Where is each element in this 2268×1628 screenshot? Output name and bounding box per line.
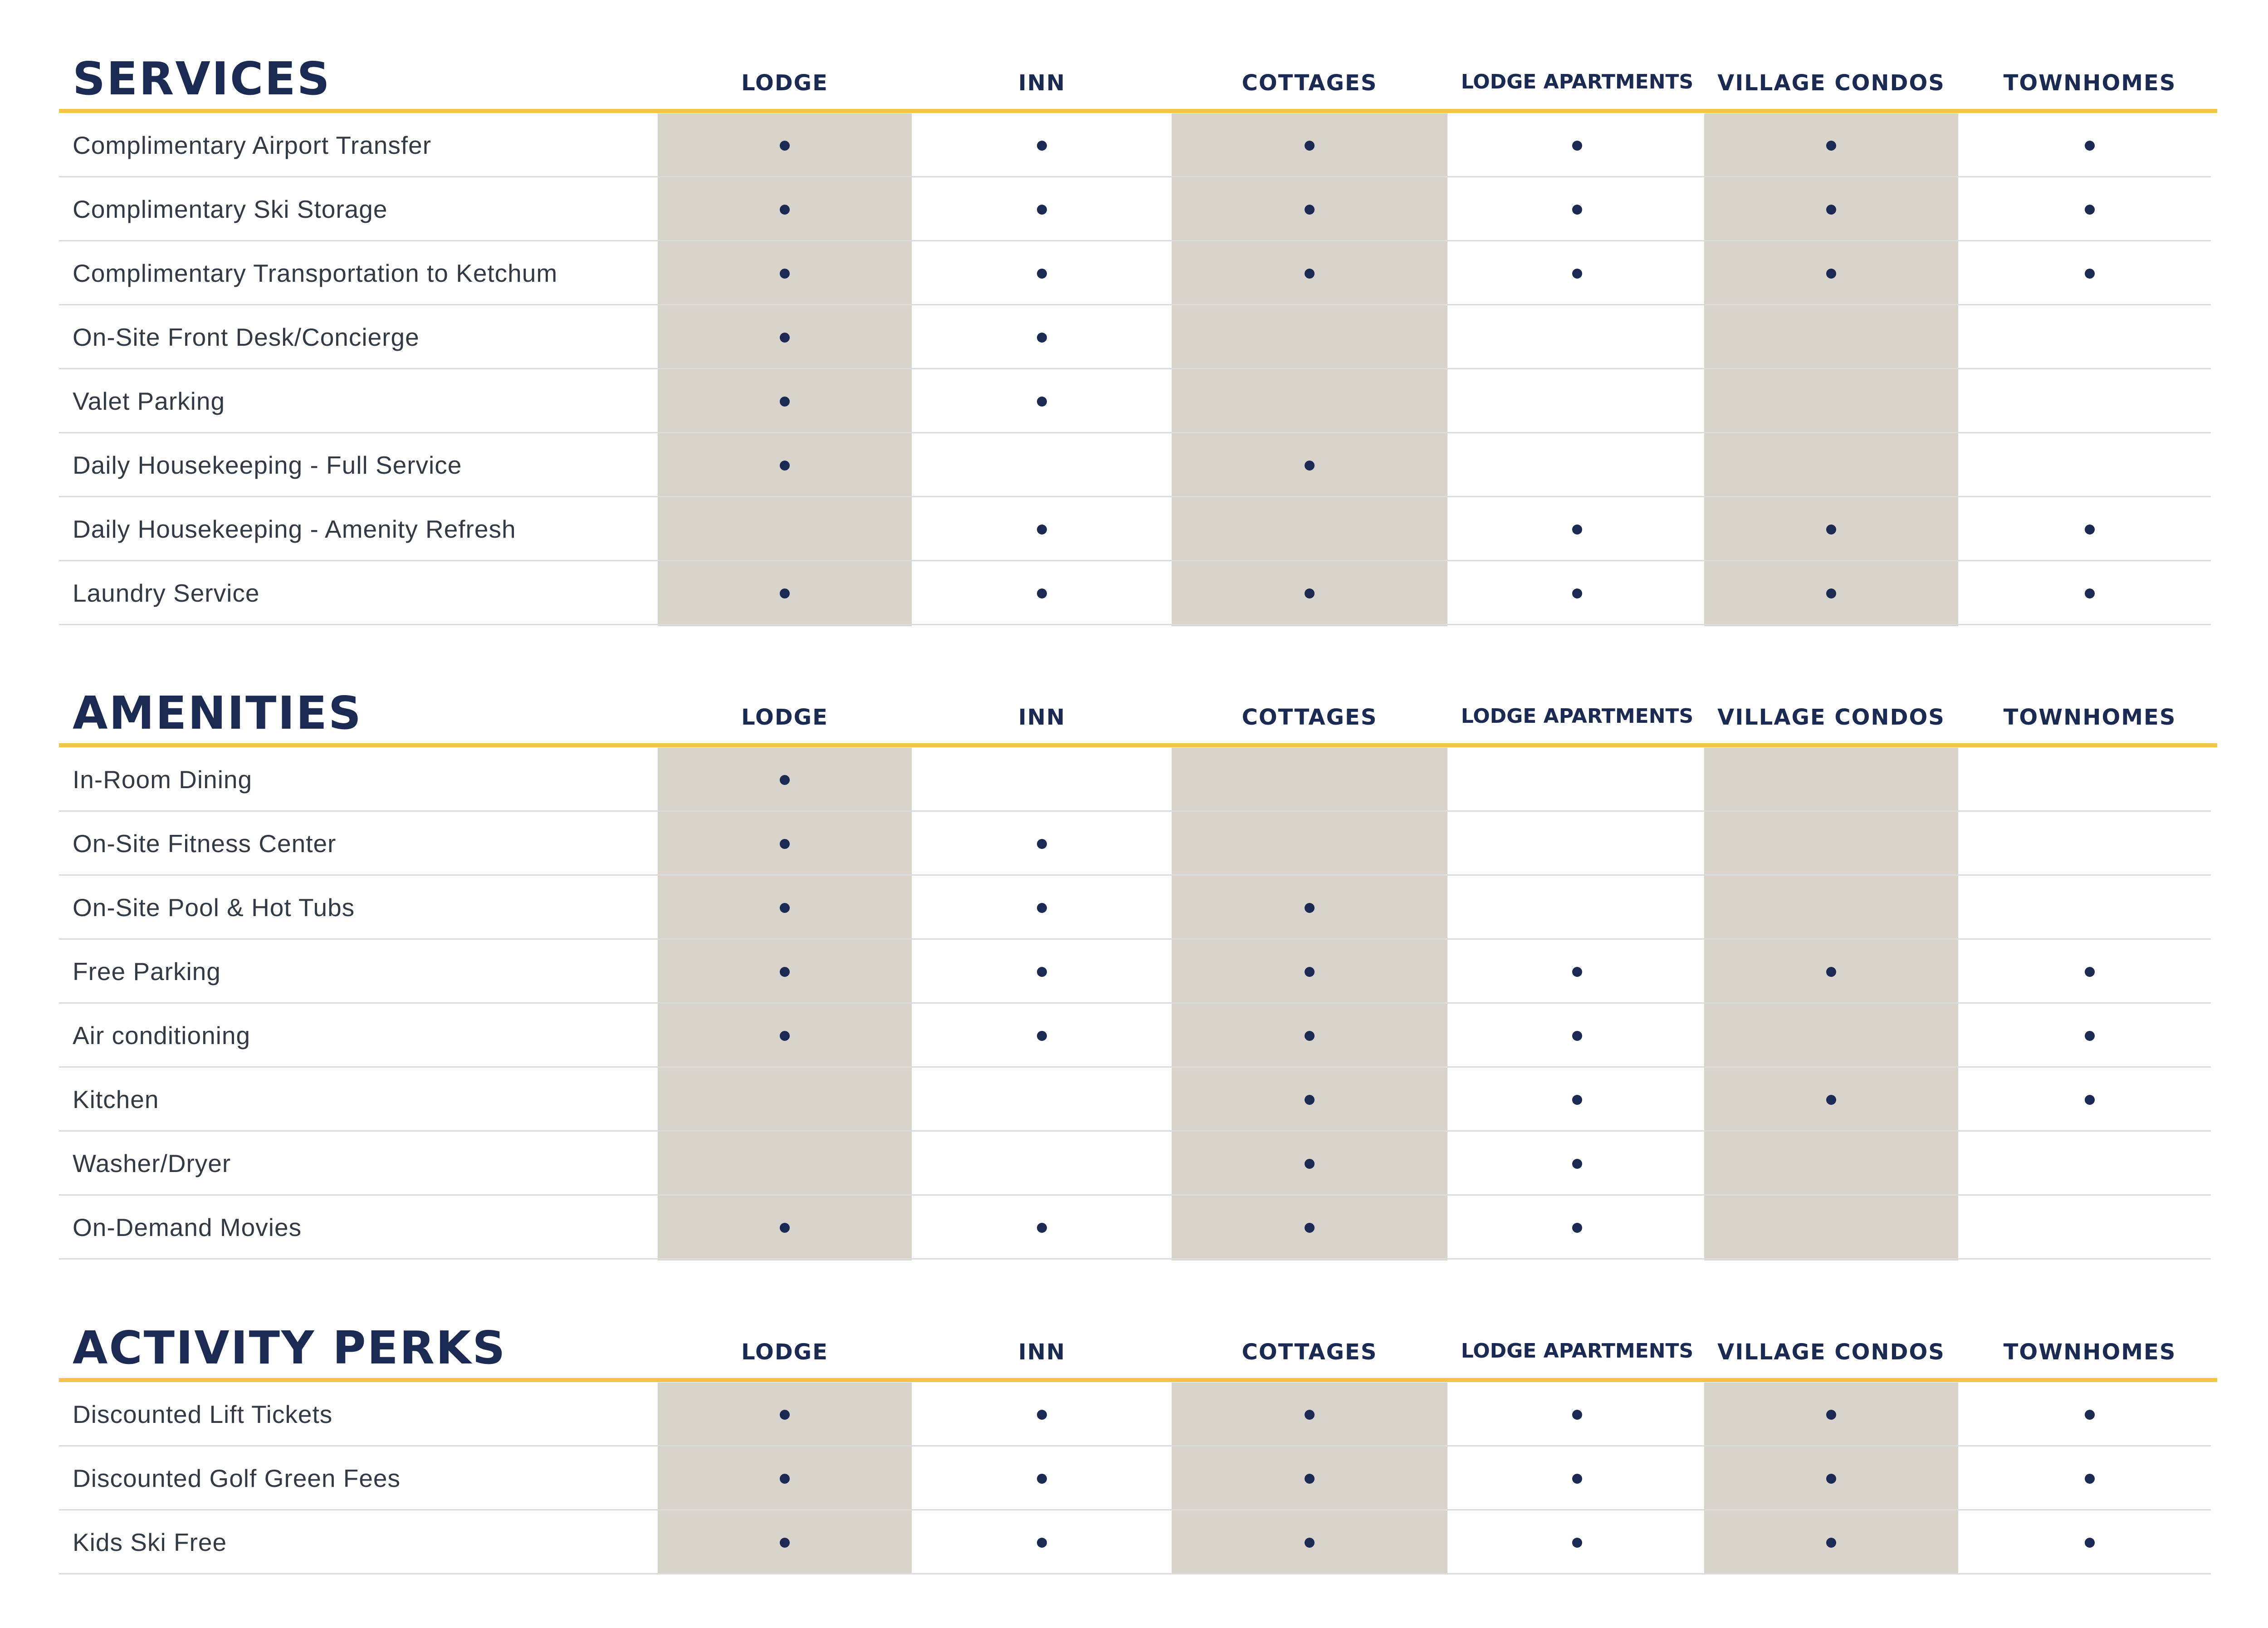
col-head-lodge: LODGE [741, 1339, 828, 1365]
availability-dot [2085, 588, 2095, 598]
row-label: Valet Parking [73, 387, 225, 415]
availability-dot [2085, 1095, 2095, 1105]
table-row [59, 1132, 2211, 1196]
availability-dot [780, 397, 790, 407]
col-head-lodge-apartments: LODGE APARTMENTS [1461, 705, 1694, 728]
col-head-townhomes: TOWNHOMES [2003, 70, 2176, 96]
col-head-cottages: COTTAGES [1242, 705, 1378, 730]
header-rule [59, 743, 2217, 747]
availability-dot [1305, 903, 1315, 913]
availability-dot [1572, 1223, 1582, 1233]
availability-dot [1826, 1410, 1836, 1420]
col-head-inn: INN [1018, 1339, 1066, 1365]
row-label: On-Site Fitness Center [73, 829, 337, 858]
row-divider [59, 624, 2211, 625]
table-row [59, 433, 2211, 497]
availability-dot [780, 1538, 790, 1548]
availability-dot [1037, 1474, 1047, 1484]
availability-dot [2085, 205, 2095, 215]
section-title: AMENITIES [73, 687, 362, 740]
col-head-village-condos: VILLAGE CONDOS [1717, 1339, 1945, 1365]
row-label: Complimentary Ski Storage [73, 195, 388, 223]
availability-dot [1037, 141, 1047, 151]
row-label: Discounted Golf Green Fees [73, 1464, 401, 1492]
availability-dot [2085, 1538, 2095, 1548]
availability-dot [1305, 141, 1315, 151]
availability-dot [1037, 397, 1047, 407]
col-head-townhomes: TOWNHOMES [2003, 1339, 2176, 1365]
availability-dot [1572, 1410, 1582, 1420]
availability-dot [1305, 1159, 1315, 1169]
row-label: Daily Housekeeping - Amenity Refresh [73, 515, 516, 543]
col-head-inn: INN [1018, 705, 1066, 730]
availability-dot [780, 1223, 790, 1233]
availability-dot [780, 1031, 790, 1041]
availability-dot [1572, 141, 1582, 151]
availability-dot [1037, 903, 1047, 913]
availability-dot [780, 205, 790, 215]
availability-dot [1826, 1474, 1836, 1484]
col-head-townhomes: TOWNHOMES [2003, 705, 2176, 730]
table-row [59, 177, 2211, 241]
availability-dot [1572, 1031, 1582, 1041]
row-label: Discounted Lift Tickets [73, 1400, 333, 1428]
availability-dot [1572, 1159, 1582, 1169]
availability-dot [780, 141, 790, 151]
table-row [59, 561, 2211, 625]
col-head-village-condos: VILLAGE CONDOS [1717, 70, 1945, 96]
availability-dot [1037, 269, 1047, 279]
table-row [59, 1383, 2211, 1447]
availability-dot [1037, 333, 1047, 343]
availability-dot [1037, 525, 1047, 534]
row-label: Kitchen [73, 1085, 159, 1113]
row-label: Washer/Dryer [73, 1149, 231, 1177]
availability-dot [1305, 1223, 1315, 1233]
availability-dot [780, 1410, 790, 1420]
table-row [59, 1004, 2211, 1068]
availability-dot [1572, 967, 1582, 977]
availability-dot [780, 903, 790, 913]
row-label: On-Site Front Desk/Concierge [73, 323, 420, 351]
col-head-village-condos: VILLAGE CONDOS [1717, 705, 1945, 730]
availability-dot [1305, 461, 1315, 471]
availability-dot [1826, 1095, 1836, 1105]
availability-dot [1305, 967, 1315, 977]
row-label: Kids Ski Free [73, 1528, 227, 1556]
section-title: ACTIVITY PERKS [73, 1321, 507, 1374]
col-head-cottages: COTTAGES [1242, 70, 1378, 96]
row-label: In-Room Dining [73, 765, 253, 794]
table-row [59, 812, 2211, 876]
header-rule [59, 1378, 2217, 1382]
availability-dot [780, 333, 790, 343]
availability-dot [780, 1474, 790, 1484]
availability-dot [1037, 205, 1047, 215]
availability-dot [1572, 525, 1582, 534]
availability-dot [780, 839, 790, 849]
availability-dot [2085, 1474, 2095, 1484]
col-head-lodge-apartments: LODGE APARTMENTS [1461, 1339, 1694, 1363]
availability-dot [1826, 588, 1836, 598]
availability-dot [780, 775, 790, 785]
section-title: SERVICES [73, 52, 331, 105]
availability-dot [1037, 1031, 1047, 1041]
availability-dot [1826, 525, 1836, 534]
col-head-inn: INN [1018, 70, 1066, 96]
row-label: Complimentary Airport Transfer [73, 131, 432, 159]
header-rule [59, 109, 2217, 113]
availability-dot [1305, 269, 1315, 279]
availability-dot [1305, 588, 1315, 598]
availability-dot [1572, 588, 1582, 598]
table-row [59, 1447, 2211, 1510]
row-divider [59, 1258, 2211, 1260]
availability-dot [1572, 205, 1582, 215]
table-row [59, 876, 2211, 940]
availability-dot [2085, 141, 2095, 151]
availability-dot [1572, 1538, 1582, 1548]
availability-dot [2085, 525, 2095, 534]
table-row [59, 1196, 2211, 1260]
availability-dot [1826, 269, 1836, 279]
availability-dot [1572, 1474, 1582, 1484]
table-row [59, 241, 2211, 305]
availability-dot [780, 269, 790, 279]
table-row [59, 1510, 2211, 1574]
table-row [59, 1068, 2211, 1132]
availability-dot [780, 588, 790, 598]
availability-dot [1037, 588, 1047, 598]
availability-dot [2085, 1410, 2095, 1420]
availability-dot [1572, 269, 1582, 279]
table-row [59, 497, 2211, 561]
table-row [59, 940, 2211, 1004]
availability-dot [1305, 1538, 1315, 1548]
availability-dot [1305, 1095, 1315, 1105]
availability-dot [1305, 1410, 1315, 1420]
availability-dot [1037, 839, 1047, 849]
availability-dot [1826, 205, 1836, 215]
row-label: Laundry Service [73, 579, 260, 607]
table-row [59, 748, 2211, 812]
availability-dot [780, 967, 790, 977]
availability-dot [1826, 967, 1836, 977]
availability-dot [2085, 1031, 2095, 1041]
availability-dot [2085, 967, 2095, 977]
row-label: On-Demand Movies [73, 1213, 302, 1241]
table-row [59, 369, 2211, 433]
col-head-cottages: COTTAGES [1242, 1339, 1378, 1365]
row-label: Complimentary Transportation to Ketchum [73, 259, 558, 287]
availability-dot [1037, 1410, 1047, 1420]
availability-dot [1305, 1031, 1315, 1041]
row-label: Daily Housekeeping - Full Service [73, 451, 462, 479]
col-head-lodge: LODGE [741, 705, 828, 730]
availability-dot [1826, 141, 1836, 151]
col-head-lodge-apartments: LODGE APARTMENTS [1461, 70, 1694, 93]
col-head-lodge: LODGE [741, 70, 828, 96]
availability-dot [1037, 1538, 1047, 1548]
availability-dot [1037, 1223, 1047, 1233]
availability-dot [1305, 205, 1315, 215]
availability-dot [1305, 1474, 1315, 1484]
availability-dot [2085, 269, 2095, 279]
row-divider [59, 1573, 2211, 1574]
row-label: Free Parking [73, 957, 221, 986]
availability-dot [1572, 1095, 1582, 1105]
availability-dot [1826, 1538, 1836, 1548]
availability-dot [780, 461, 790, 471]
table-row [59, 113, 2211, 177]
row-label: Air conditioning [73, 1021, 251, 1049]
availability-dot [1037, 967, 1047, 977]
row-label: On-Site Pool & Hot Tubs [73, 893, 355, 922]
table-row [59, 305, 2211, 369]
